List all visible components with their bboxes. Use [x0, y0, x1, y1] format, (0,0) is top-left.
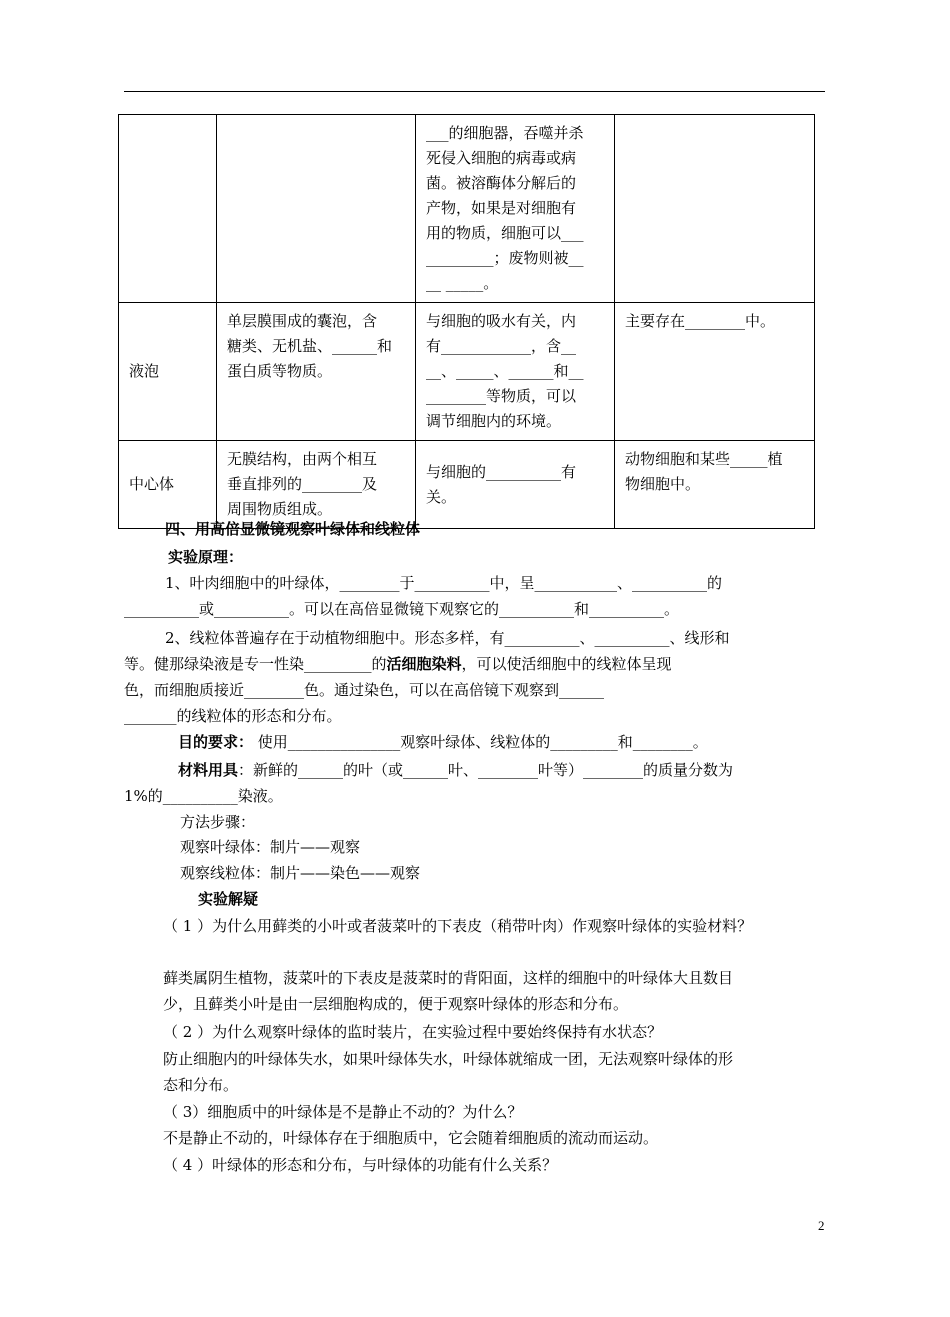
text-run: ，可以使活细胞中的线粒体呈现 [461, 655, 672, 673]
cell-line: 产物，如果是对细胞有 [426, 199, 577, 217]
method-step: 观察叶绿体：制片——观察 [180, 838, 361, 856]
text-run: 等。健那绿染液是专一性染_________的 [124, 655, 387, 673]
cell-line: 与细胞的__________有 [426, 462, 577, 481]
cell-line: __、_____、______和__ [426, 362, 584, 380]
principle-label: 实验原理： [168, 548, 244, 566]
header-rule [124, 91, 825, 92]
aim-text: 使用_______________观察叶绿体、线粒体的_________和________。 [253, 733, 708, 751]
page-number: 2 [818, 1218, 825, 1233]
aim-line [178, 730, 708, 755]
bold-term: 活细胞染料 [386, 655, 462, 673]
cell-structure [217, 441, 416, 529]
cell-distribution [615, 303, 815, 441]
cell-line: 动物细胞和某些_____植 [625, 450, 783, 468]
answer-line: 防止细胞内的叶绿体失水，如果叶绿体失水，叶绿体就缩成一团，无法观察叶绿体的形 [163, 1050, 734, 1068]
question: （ 1 ）为什么用藓类的小叶或者菠菜叶的下表皮（稍带叶肉）作观察叶绿体的实验材料？ [163, 917, 753, 935]
method-label: 方法步骤： [180, 813, 256, 831]
paragraph-line: 1%的__________染液。 [124, 787, 283, 805]
paragraph-line [124, 652, 672, 677]
cell-line: 糖类、无机盐、______和 [227, 337, 393, 355]
cell-organelle-name: 液泡 [119, 303, 217, 441]
answer-line: 不是静止不动的，叶绿体存在于细胞质中，它会随着细胞质的流动而运动。 [163, 1129, 659, 1147]
cell-function [416, 303, 615, 441]
cell-line: 周围物质组成。 [227, 500, 333, 518]
answer-line: 藓类属阴生植物，菠菜叶的下表皮是菠菜时的背阳面，这样的细胞中的叶绿体大且数目 [163, 969, 734, 987]
qa-title: 实验解疑 [198, 890, 259, 908]
table-row [119, 303, 815, 441]
cell-line: 用的物质，细胞可以___ [426, 224, 584, 242]
cell-line: 无膜结构，由两个相互 [227, 450, 378, 468]
materials-line [178, 758, 733, 783]
table-row [119, 115, 815, 303]
cell-line: 关。 [426, 487, 457, 506]
cell-line: 调节细胞内的环境。 [426, 412, 562, 430]
cell-organelle-name: 中心体 [119, 441, 217, 529]
cell-line: __ _____。 [426, 274, 499, 292]
cell-line: _________；废物则被__ [426, 249, 584, 267]
cell-function [416, 115, 615, 303]
cell-line: ________等物质，可以 [426, 387, 577, 405]
method-step: 观察线粒体：制片——染色——观察 [180, 864, 421, 882]
question: （ 2 ）为什么观察叶绿体的监时装片，在实验过程中要始终保持有水状态？ [163, 1023, 663, 1041]
paragraph-line: _______的线粒体的形态和分布。 [124, 707, 342, 725]
cell-empty [615, 115, 815, 303]
section-title: 四、用高倍显微镜观察叶绿体和线粒体 [165, 520, 421, 538]
paragraph-line: __________或__________。可以在高倍显微镜下观察它的__________和__________。 [124, 600, 680, 618]
aim-label: 目的要求： [178, 733, 254, 751]
answer-line: 态和分布。 [163, 1076, 239, 1094]
paragraph-line: 2、线粒体普遍存在于动植物细胞中。形态多样，有__________、__________、线形和 [165, 629, 730, 647]
cell-line: ___的细胞器，吞噬并杀 [426, 124, 584, 142]
cell-structure [217, 303, 416, 441]
cell-line: 死侵入细胞的病毒或病 [426, 149, 577, 167]
cell-line: 菌。被溶酶体分解后的 [426, 174, 577, 192]
cell-line: 单层膜围成的囊泡，含 [227, 312, 378, 330]
cell-line: 主要存在________中。 [625, 312, 776, 330]
paragraph-line: 1、叶肉细胞中的叶绿体，________于__________中，呈___________、__________的 [165, 574, 723, 592]
cell-empty [119, 115, 217, 303]
materials-label: 材料用具 [178, 761, 239, 779]
cell-line: 物细胞中。 [625, 475, 701, 493]
cell-line: 垂直排列的________及 [227, 475, 378, 493]
cell-line: 与细胞的吸水有关，内 [426, 312, 577, 330]
cell-function [416, 441, 615, 529]
organelle-table [118, 114, 815, 529]
answer-line: 少，且藓类小叶是由一层细胞构成的，便于观察叶绿体的形态和分布。 [163, 995, 629, 1013]
cell-distribution [615, 441, 815, 529]
question: （ 4 ）叶绿体的形态和分布，与叶绿体的功能有什么关系？ [163, 1156, 558, 1174]
materials-text: ：新鲜的______的叶（或______叶、________叶等）________的质量分数为 [238, 761, 734, 779]
question: （ 3）细胞质中的叶绿体是不是静止不动的？为什么？ [163, 1103, 523, 1121]
cell-empty [217, 115, 416, 303]
paragraph-line: 色，而细胞质接近________色。通过染色，可以在高倍镜下观察到______ [124, 681, 605, 699]
table-row [119, 441, 815, 529]
cell-line: 蛋白质等物质。 [227, 362, 333, 380]
cell-line: 有____________，含__ [426, 337, 577, 355]
